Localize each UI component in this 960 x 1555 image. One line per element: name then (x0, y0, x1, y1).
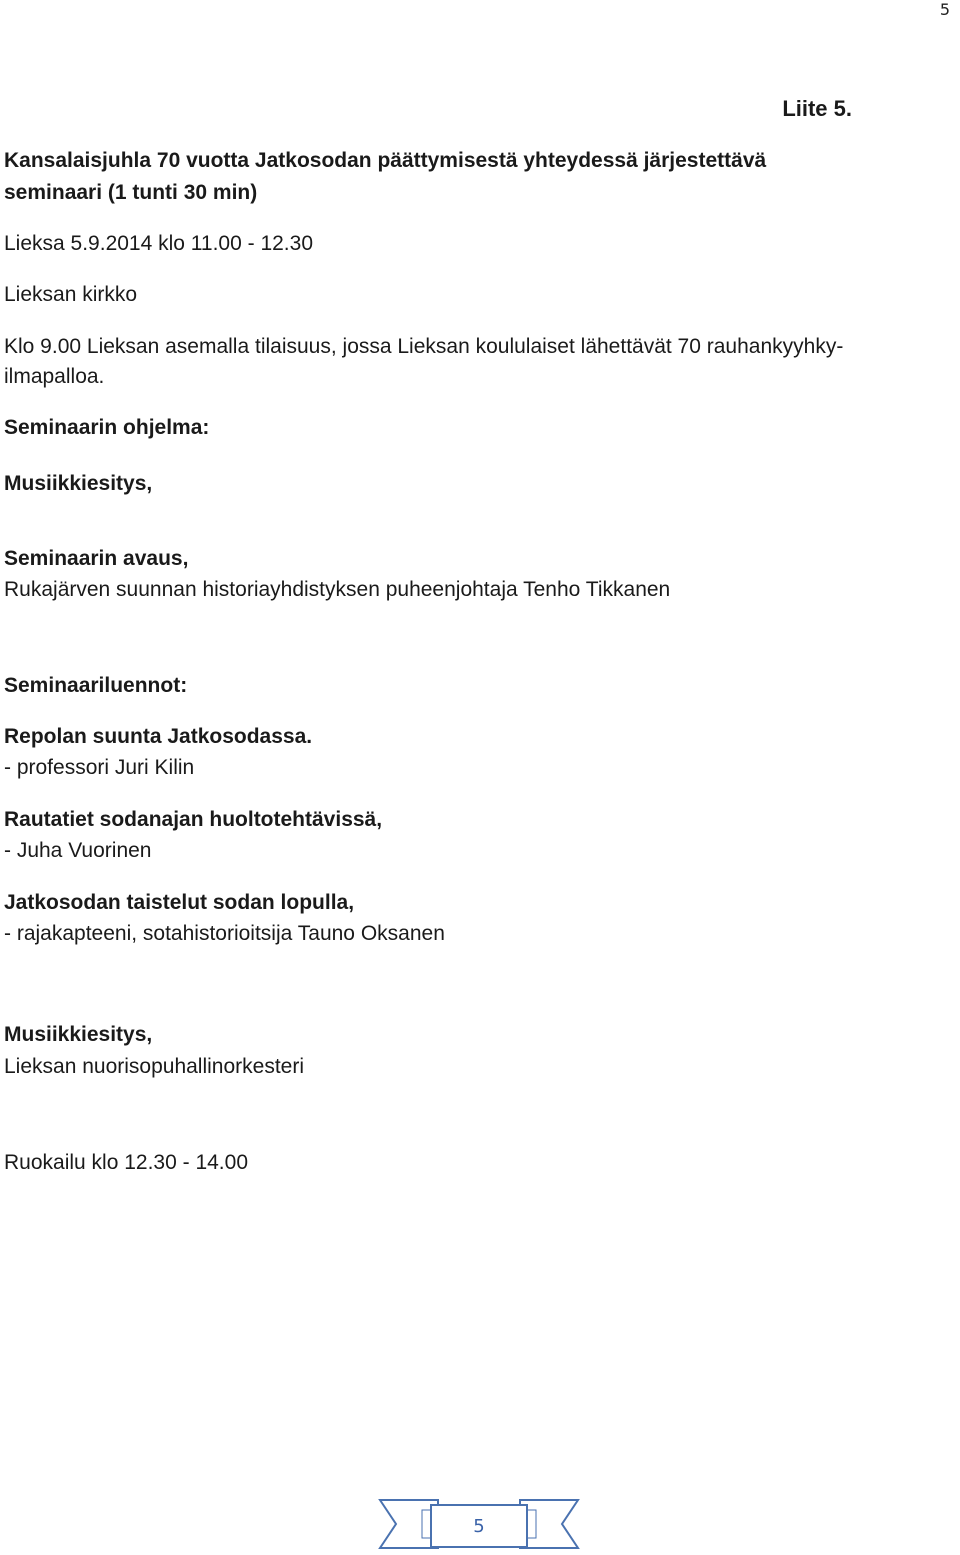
music-1: Musiikkiesitys, (4, 472, 153, 495)
lecture-2-speaker: - Juha Vuorinen (4, 839, 152, 862)
lectures-heading: Seminaariluennot: (4, 674, 188, 697)
location: Lieksan kirkko (4, 283, 138, 306)
lecture-3-speaker: - rajakapteeni, sotahistorioitsija Tauno Oksanen (4, 922, 445, 945)
music-2-performer: Lieksan nuorisopuhallinorkesteri (4, 1055, 305, 1078)
program-heading: Seminaarin ohjelma: (4, 416, 210, 439)
lecture-2-title: Rautatiet sodanajan huoltotehtävissä, (4, 808, 383, 831)
music-2-title: Musiikkiesitys, (4, 1023, 153, 1046)
intro-line-1: Klo 9.00 Lieksan asemalla tilaisuus, jossa Lieksan koululaiset lähettävät 70 rauhankyyhky- (4, 335, 844, 358)
lecture-1-title: Repolan suunta Jatkosodassa. (4, 725, 313, 748)
lecture-1-speaker: - professori Juri Kilin (4, 756, 195, 779)
intro-line-2: ilmapalloa. (4, 365, 105, 388)
lecture-3-title: Jatkosodan taistelut sodan lopulla, (4, 891, 355, 914)
date-time: Lieksa 5.9.2014 klo 11.00 - 12.30 (4, 232, 314, 255)
appendix-label: Liite 5. (782, 96, 852, 121)
title-line-1: Kansalaisjuhla 70 vuotta Jatkosodan päättymisestä yhteydessä järjestettävä (4, 149, 767, 172)
opening-title: Seminaarin avaus, (4, 547, 189, 570)
title-line-2: seminaari (1 tunti 30 min) (4, 181, 258, 204)
footer-page-number: 5 (430, 1504, 528, 1548)
lunch-time: Ruokailu klo 12.30 - 14.00 (4, 1151, 248, 1174)
page-number-top: 5 (939, 0, 950, 19)
opening-speaker: Rukajärven suunnan historiayhdistyksen puheenjohtaja Tenho Tikkanen (4, 578, 671, 601)
